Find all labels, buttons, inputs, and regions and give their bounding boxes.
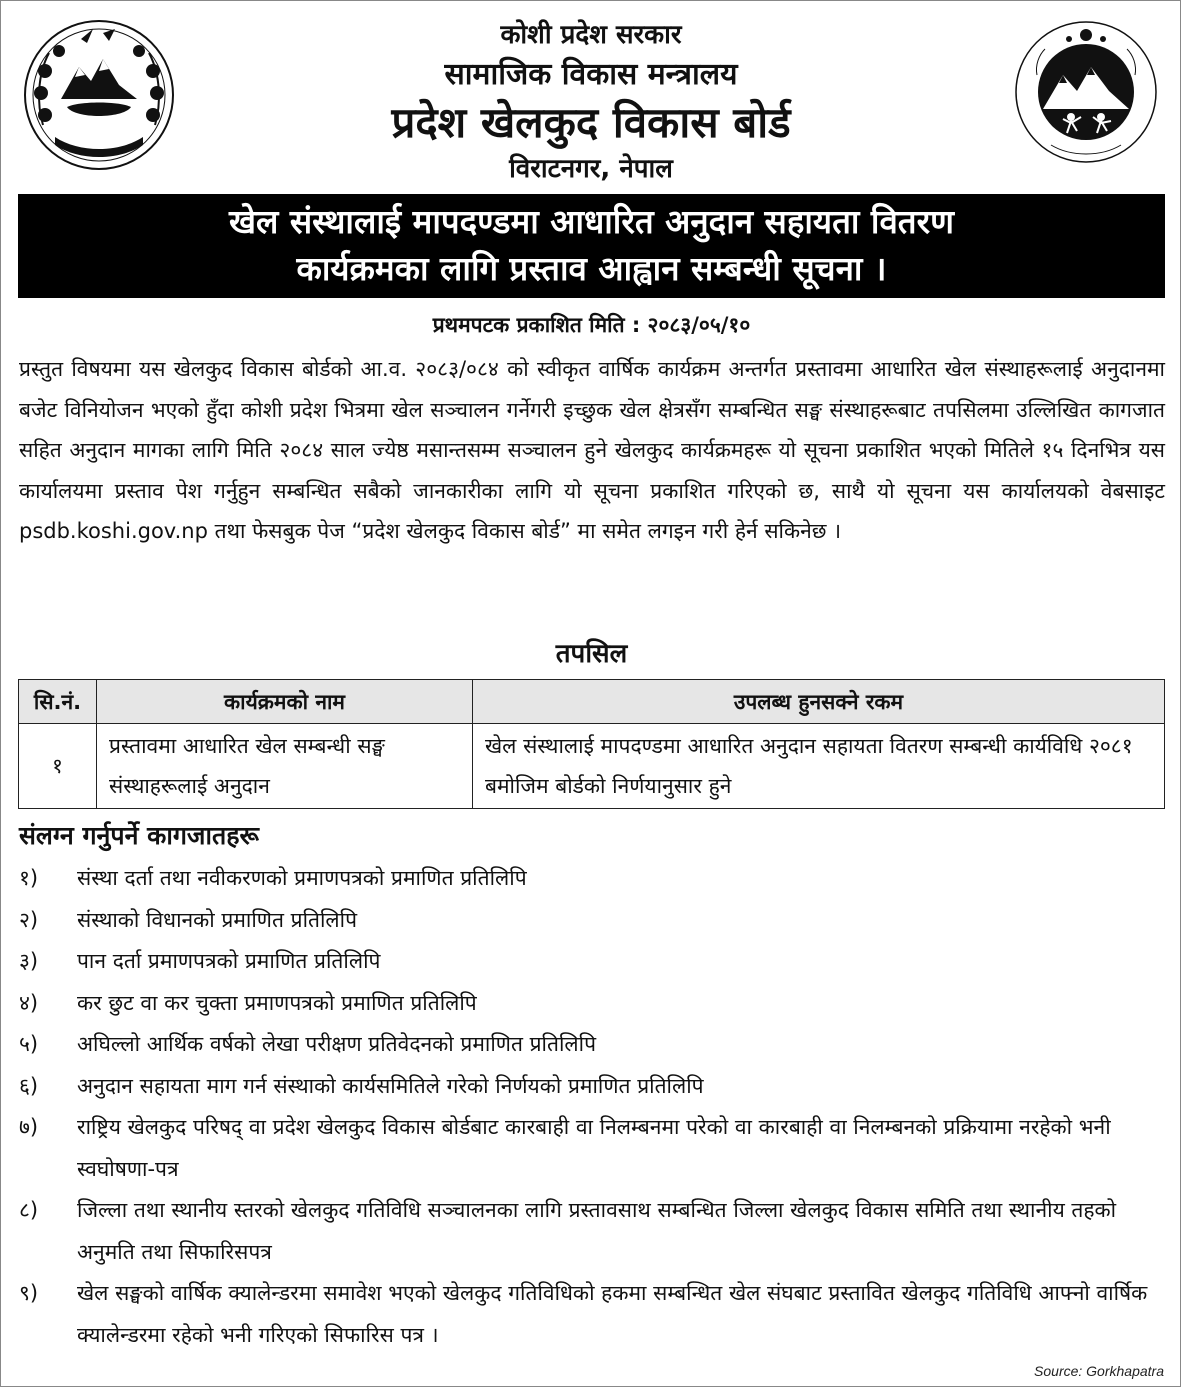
list-item bbox=[19, 1190, 1165, 1273]
notice-body: प्रस्तुत विषयमा यस खेलकुद विकास बोर्डको आ.व. २०८३/०८४ को स्वीकृत वार्षिक कार्यक्रम अन्तर्गत प्रस्तावमा आधारित खेल संस्थाहरूलाई अनुदानमा बजेट विनियोजन भएको हुँदा कोशी प्रदेश भित्रमा खेल सञ्चालन गर्नेगरी इच्छुक खेल क्षेत्रसँग सम्बन्धित सङ्घ संस्थाहरूबाट तपसिलमा उल्लिखित कागजात सहित अनुदान मागका लागि मिति २०८४ साल ज्येष्ठ मसान्तसम्म सञ्चालन हुने खेलकुद कार्यक्रमहरू यो सूचना प्रकाशित भएको मितिले १५ दिनभित्र यस कार्यालयमा प्रस्ताव पेश गर्नुहुन सम्बन्धित सबैको जानकारीका लागि यो सूचना प्रकाशित गरिएको छ, साथै यो सूचना यस कार्यालयको वेबसाइट psdb.koshi.gov.np तथा फेसबुक पेज “प्रदेश खेलकुद विकास बोर्ड” मा समेत लगइन गरी हेर्न सकिनेछ । bbox=[19, 357, 1165, 543]
item-text: संस्थाको विधानको प्रमाणित प्रतिलिपि bbox=[77, 907, 358, 932]
cell-program-name: प्रस्तावमा आधारित खेल सम्बन्धी सङ्घ संस्थाहरूलाई अनुदान bbox=[97, 724, 473, 809]
item-number: ३) bbox=[19, 949, 39, 973]
list-item bbox=[19, 1024, 1165, 1066]
item-number: २) bbox=[19, 907, 39, 932]
item-number: ४) bbox=[19, 990, 39, 1015]
notice-title-banner bbox=[18, 194, 1165, 298]
cell-amount: खेल संस्थालाई मापदण्डमा आधारित अनुदान सहायता वितरण सम्बन्धी कार्यविधि २०८१ बमोजिम बोर्डको निर्णयानुसार हुने bbox=[473, 724, 1165, 809]
item-text: संस्था दर्ता तथा नवीकरणको प्रमाणपत्रको प्रमाणित प्रतिलिपि bbox=[77, 866, 527, 890]
board-title: प्रदेश खेलकुद विकास बोर्ड bbox=[391, 98, 791, 147]
table-row bbox=[19, 724, 1165, 809]
list-item bbox=[19, 1066, 1165, 1108]
location-title: विराटनगर, नेपाल bbox=[509, 154, 673, 184]
item-number: ७) bbox=[19, 1115, 39, 1139]
item-text: जिल्ला तथा स्थानीय स्तरको खेलकुद गतिविधि सञ्चालनका लागि प्रस्तावसाथ सम्बन्धित जिल्ला खेलकुद विकास समिति तथा स्थानीय तहको अनुमति तथा सिफारिसपत्र bbox=[77, 1198, 1117, 1264]
table-header-row bbox=[19, 680, 1165, 724]
list-item bbox=[19, 941, 1165, 983]
program-table bbox=[18, 679, 1165, 809]
item-number: ६) bbox=[19, 1073, 39, 1098]
item-text: अनुदान सहायता माग गर्न संस्थाको कार्यसमितिले गरेको निर्णयको प्रमाणित प्रतिलिपि bbox=[77, 1073, 704, 1098]
header-amount: उपलब्ध हुनसक्ने रकम bbox=[473, 680, 1165, 724]
list-item bbox=[19, 983, 1165, 1025]
banner-line-1: खेल संस्थालाई मापदण्डमा आधारित अनुदान सहायता वितरण bbox=[229, 202, 954, 241]
item-text: अघिल्लो आर्थिक वर्षको लेखा परीक्षण प्रतिवेदनको प्रमाणित प्रतिलिपि bbox=[77, 1032, 596, 1056]
ministry-title: सामाजिक विकास मन्त्रालय bbox=[444, 57, 738, 92]
list-item bbox=[19, 858, 1165, 900]
banner-line-2: कार्यक्रमका लागि प्रस्ताव आह्वान सम्बन्धी सूचना । bbox=[296, 249, 887, 288]
details-title: तपसिल bbox=[555, 639, 628, 669]
list-item bbox=[19, 900, 1165, 942]
required-documents-list bbox=[19, 858, 1165, 1356]
cell-serial: १ bbox=[19, 724, 97, 809]
item-text: पान दर्ता प्रमाणपत्रको प्रमाणित प्रतिलिपि bbox=[77, 949, 381, 973]
list-item bbox=[19, 1273, 1165, 1356]
header-program-name: कार्यक्रमको नाम bbox=[97, 680, 473, 724]
item-number: ९) bbox=[19, 1281, 39, 1305]
list-item bbox=[19, 1107, 1165, 1190]
required-documents-title: संलग्न गर्नुपर्ने कागजातहरू bbox=[19, 821, 259, 850]
header-serial: सि.नं. bbox=[19, 680, 97, 724]
province-government-title: कोशी प्रदेश सरकार bbox=[500, 20, 682, 50]
published-date: प्रथमपटक प्रकाशित मिति : २०८३/०५/१० bbox=[432, 313, 751, 337]
source-credit: Source: Gorkhapatra bbox=[1034, 1363, 1164, 1379]
item-number: १) bbox=[19, 866, 39, 890]
item-number: ५) bbox=[19, 1032, 39, 1056]
header bbox=[201, 15, 981, 187]
item-text: खेल सङ्घको वार्षिक क्यालेन्डरमा समावेश भएको खेलकुद गतिविधिको हकमा सम्बन्धित खेल संघबाट प्रस्तावित खेलकुद गतिविधि आफ्नो वार्षिक क्यालेन्डरमा रहेको भनी गरिएको सिफारिस पत्र । bbox=[77, 1281, 1148, 1347]
item-text: राष्ट्रिय खेलकुद परिषद् वा प्रदेश खेलकुद विकास बोर्डबाट कारबाही वा निलम्बनमा परेको वा कारबाही वा निलम्बनको प्रक्रियामा नरहेको भनी स्वघोषणा-पत्र bbox=[77, 1115, 1111, 1181]
item-number: ८) bbox=[19, 1198, 39, 1222]
nepal-government-emblem-icon bbox=[19, 15, 179, 175]
sports-board-logo-icon bbox=[1011, 17, 1161, 167]
item-text: कर छुट वा कर चुक्ता प्रमाणपत्रको प्रमाणित प्रतिलिपि bbox=[77, 990, 477, 1015]
